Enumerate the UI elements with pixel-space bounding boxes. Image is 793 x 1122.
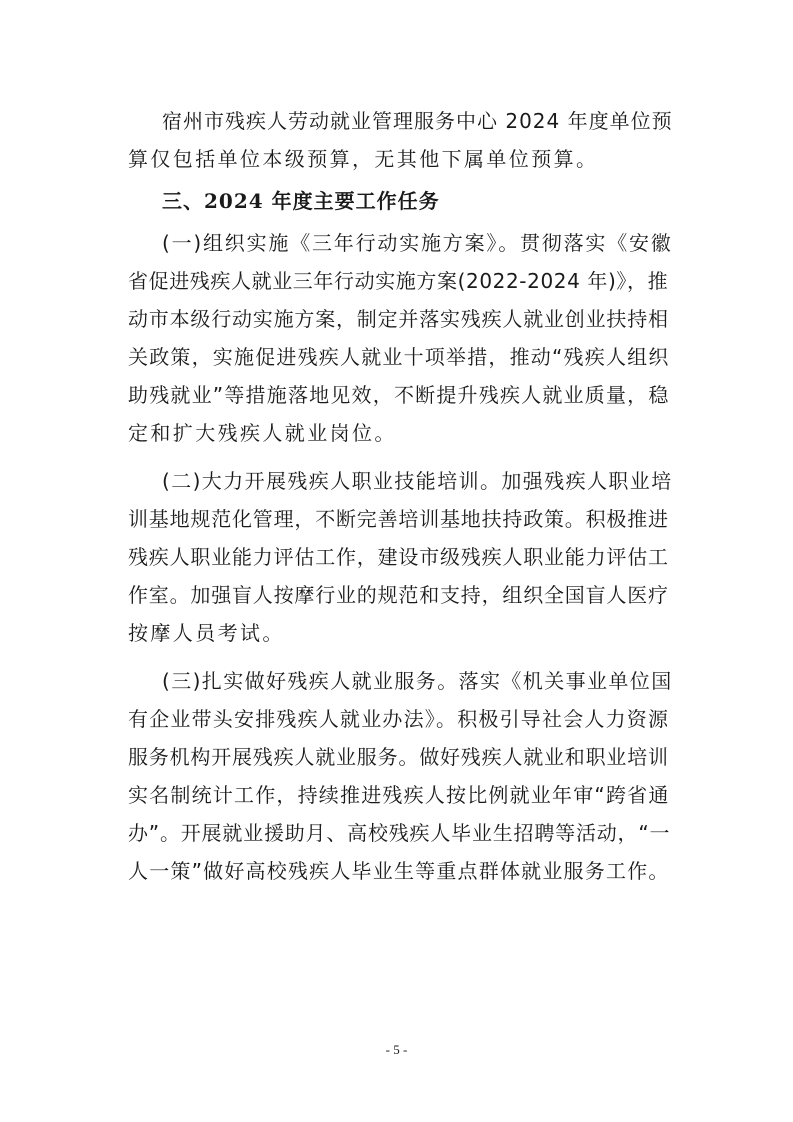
paragraph-3-line-5: 办”。开展就业援助月、高校残疾人毕业生招聘等活动，“一 <box>128 821 671 845</box>
paragraph-1-line-6: 定和扩大残疾人就业岗位。 <box>128 421 397 445</box>
intro-line-2: 算仅包括单位本级预算，无其他下属单位预算。 <box>128 147 599 171</box>
paragraph-3-line-1: (三)扎实做好残疾人就业服务。落实《机关事业单位国 <box>162 669 673 693</box>
paragraph-1-line-4: 关政策，实施促进残疾人就业十项举措，推动“残疾人组织 <box>128 345 670 369</box>
paragraph-2-line-3: 残疾人职业能力评估工作，建设市级残疾人职业能力评估工 <box>128 545 669 569</box>
paragraph-2-line-1: (二)大力开展残疾人职业技能培训。加强残疾人职业培 <box>162 469 673 493</box>
paragraph-2-line-4: 作室。加强盲人按摩行业的规范和支持，组织全国盲人医疗 <box>128 583 669 607</box>
intro-line-1: 宿州市残疾人劳动就业管理服务中心 2024 年度单位预 <box>162 109 673 133</box>
paragraph-3-line-2: 有企业带头安排残疾人就业办法》。积极引导社会人力资源 <box>128 707 670 731</box>
section-heading: 三、2024 年度主要工作任务 <box>162 189 440 213</box>
paragraph-1-line-5: 助残就业”等措施落地见效，不断提升残疾人就业质量，稳 <box>128 383 670 407</box>
paragraph-1-line-3: 动市本级行动实施方案，制定并落实残疾人就业创业扶持相 <box>128 307 669 331</box>
paragraph-1-line-2: 省促进残疾人就业三年行动实施方案(2022-2024 年)》，推 <box>128 269 669 293</box>
paragraph-3-line-4: 实名制统计工作，持续推进残疾人按比例就业年审“跨省通 <box>128 783 670 807</box>
paragraph-2-line-5: 按摩人员考试。 <box>128 621 285 645</box>
paragraph-3-line-6: 人一策”做好高校残疾人毕业生等重点群体就业服务工作。 <box>128 859 670 883</box>
paragraph-3-line-3: 服务机构开展残疾人就业服务。做好残疾人就业和职业培训 <box>128 745 669 769</box>
paragraph-1-line-1: (一)组织实施《三年行动实施方案》。贯彻落实《安徽 <box>162 231 673 255</box>
page-number: - 5 - <box>385 1042 408 1057</box>
paragraph-2-line-2: 训基地规范化管理，不断完善培训基地扶持政策。积极推进 <box>128 507 669 531</box>
